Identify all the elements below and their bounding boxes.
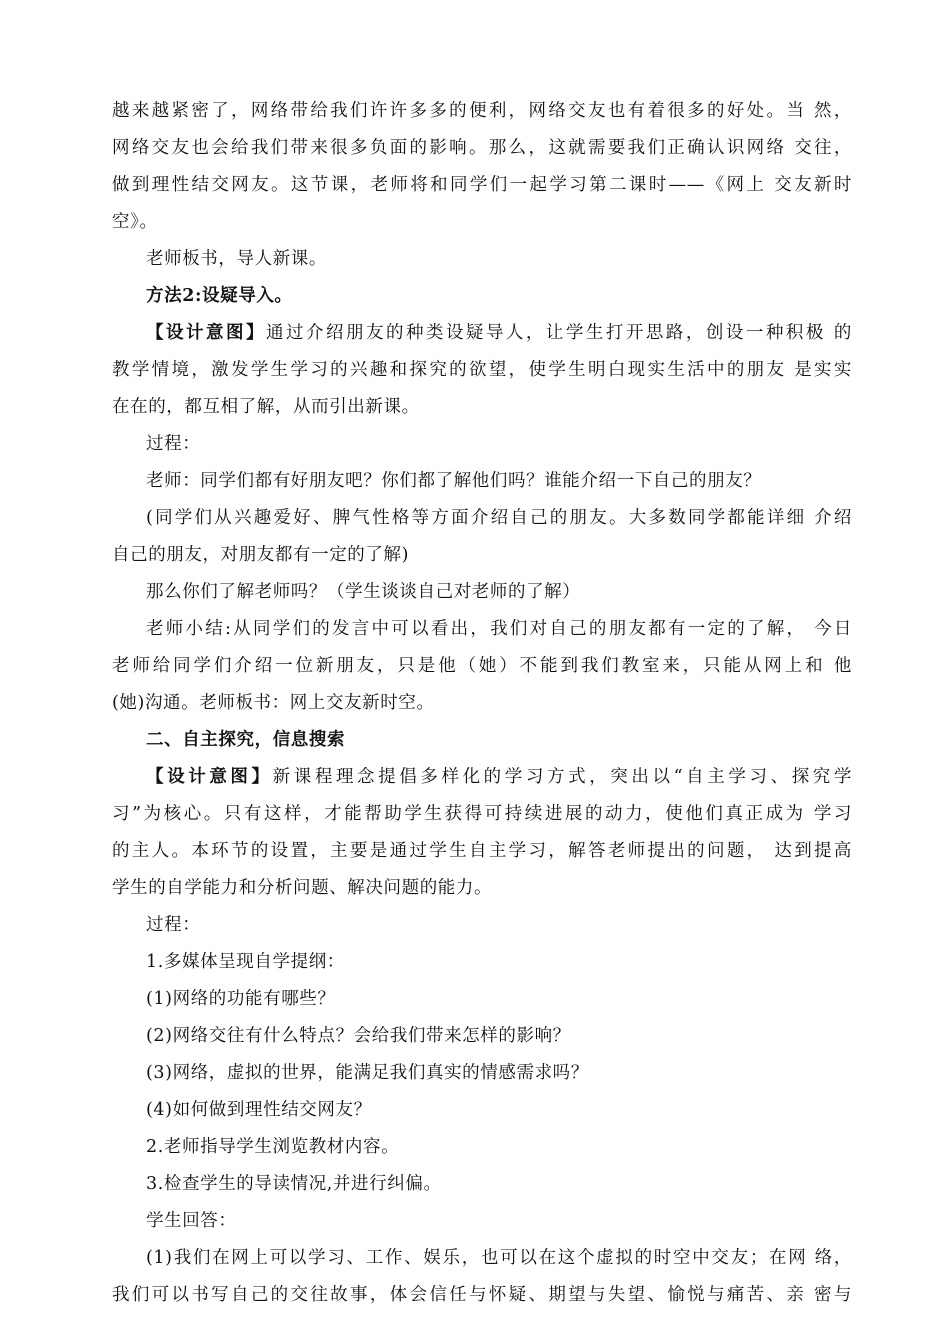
text-line: 学生的自学能力和分析问题、解决问题的能力。 bbox=[112, 878, 493, 898]
list-item: (1)网络的功能有哪些？ bbox=[146, 989, 336, 1009]
text-line: 在在的，都互相了解，从而引出新课。 bbox=[112, 397, 420, 417]
list-item: 3.检查学生的导读情况,并进行纠偏。 bbox=[146, 1174, 442, 1194]
section-heading: 二、自主探究，信息搜索 bbox=[146, 730, 346, 750]
text-line: 老师小结:从同学们的发言中可以看出，我们对自己的朋友都有一定的了解， 今日 bbox=[146, 619, 852, 639]
text-line: 老师板书，导人新课。 bbox=[146, 249, 327, 269]
method-heading: 方法2:设疑导入。 bbox=[146, 286, 293, 306]
list-item: (1)我们在网上可以学习、工作、娱乐，也可以在这个虚拟的时空中交友；在网 络， bbox=[146, 1248, 852, 1268]
text-line: 我们可以书写自己的交往故事，体会信任与怀疑、期望与失望、愉悦与痛苦、亲 密与 bbox=[112, 1285, 852, 1305]
text-line: 老师给同学们介绍一位新朋友，只是他（她）不能到我们教室来，只能从网上和 他 bbox=[112, 656, 852, 676]
text-line: 教学情境，激发学生学习的兴趣和探究的欲望，使学生明白现实生活中的朋友 是实实 bbox=[112, 360, 852, 380]
list-item: 2.老师指导学生浏览教材内容。 bbox=[146, 1137, 400, 1157]
list-item: (2)网络交往有什么特点？会给我们带来怎样的影响？ bbox=[146, 1026, 571, 1046]
text-line: (同学们从兴趣爱好、脾气性格等方面介绍自己的朋友。大多数同学都能详细 介绍 bbox=[146, 508, 852, 528]
text-line: 学生回答： bbox=[146, 1211, 237, 1231]
paragraph-first-line bbox=[146, 321, 852, 345]
text-line: 老师：同学们都有好朋友吧？你们都了解他们吗？谁能介绍一下自己的朋友？ bbox=[146, 471, 762, 491]
text-line: 空》。 bbox=[112, 212, 158, 232]
list-item: 1.多媒体呈现自学提纲： bbox=[146, 952, 345, 972]
text-line: 过程： bbox=[146, 915, 201, 935]
design-intent-label: 【设计意图】 bbox=[146, 767, 273, 787]
text-line: 网络交友也会给我们带来很多负面的影响。那么，这就需要我们正确认识网络 交往， bbox=[112, 138, 852, 158]
text-span: 通过介绍朋友的种类设疑导人，让学生打开思路，创设一种积极 的 bbox=[265, 323, 853, 343]
design-intent-label: 【设计意图】 bbox=[146, 323, 266, 343]
text-line: 越来越紧密了，网络带给我们许许多多的便利，网络交友也有着很多的好处。当 然， bbox=[112, 101, 852, 121]
text-line: 自己的朋友，对朋友都有一定的了解) bbox=[112, 545, 410, 565]
list-item: (3)网络，虚拟的世界，能满足我们真实的情感需求吗？ bbox=[146, 1063, 589, 1083]
text-line: 的主人。本环节的设置，主要是通过学生自主学习，解答老师提出的问题， 达到提高 bbox=[112, 841, 852, 861]
text-line: 过程： bbox=[146, 434, 201, 454]
paragraph-first-line bbox=[146, 765, 852, 789]
text-line: 习”为核心。只有这样，才能帮助学生获得可持续进展的动力，使他们真正成为 学习 bbox=[112, 804, 852, 824]
text-line: 那么你们了解老师吗？（学生谈谈自己对老师的了解） bbox=[146, 582, 581, 602]
text-line: (她)沟通。老师板书：网上交友新时空。 bbox=[112, 693, 435, 713]
list-item: (4)如何做到理性结交网友？ bbox=[146, 1100, 372, 1120]
text-span: 新课程理念提倡多样化的学习方式，突出以“自主学习、探究学 bbox=[272, 767, 852, 787]
text-line: 做到理性结交网友。这节课，老师将和同学们一起学习第二课时——《网上 交友新时 bbox=[112, 175, 852, 195]
